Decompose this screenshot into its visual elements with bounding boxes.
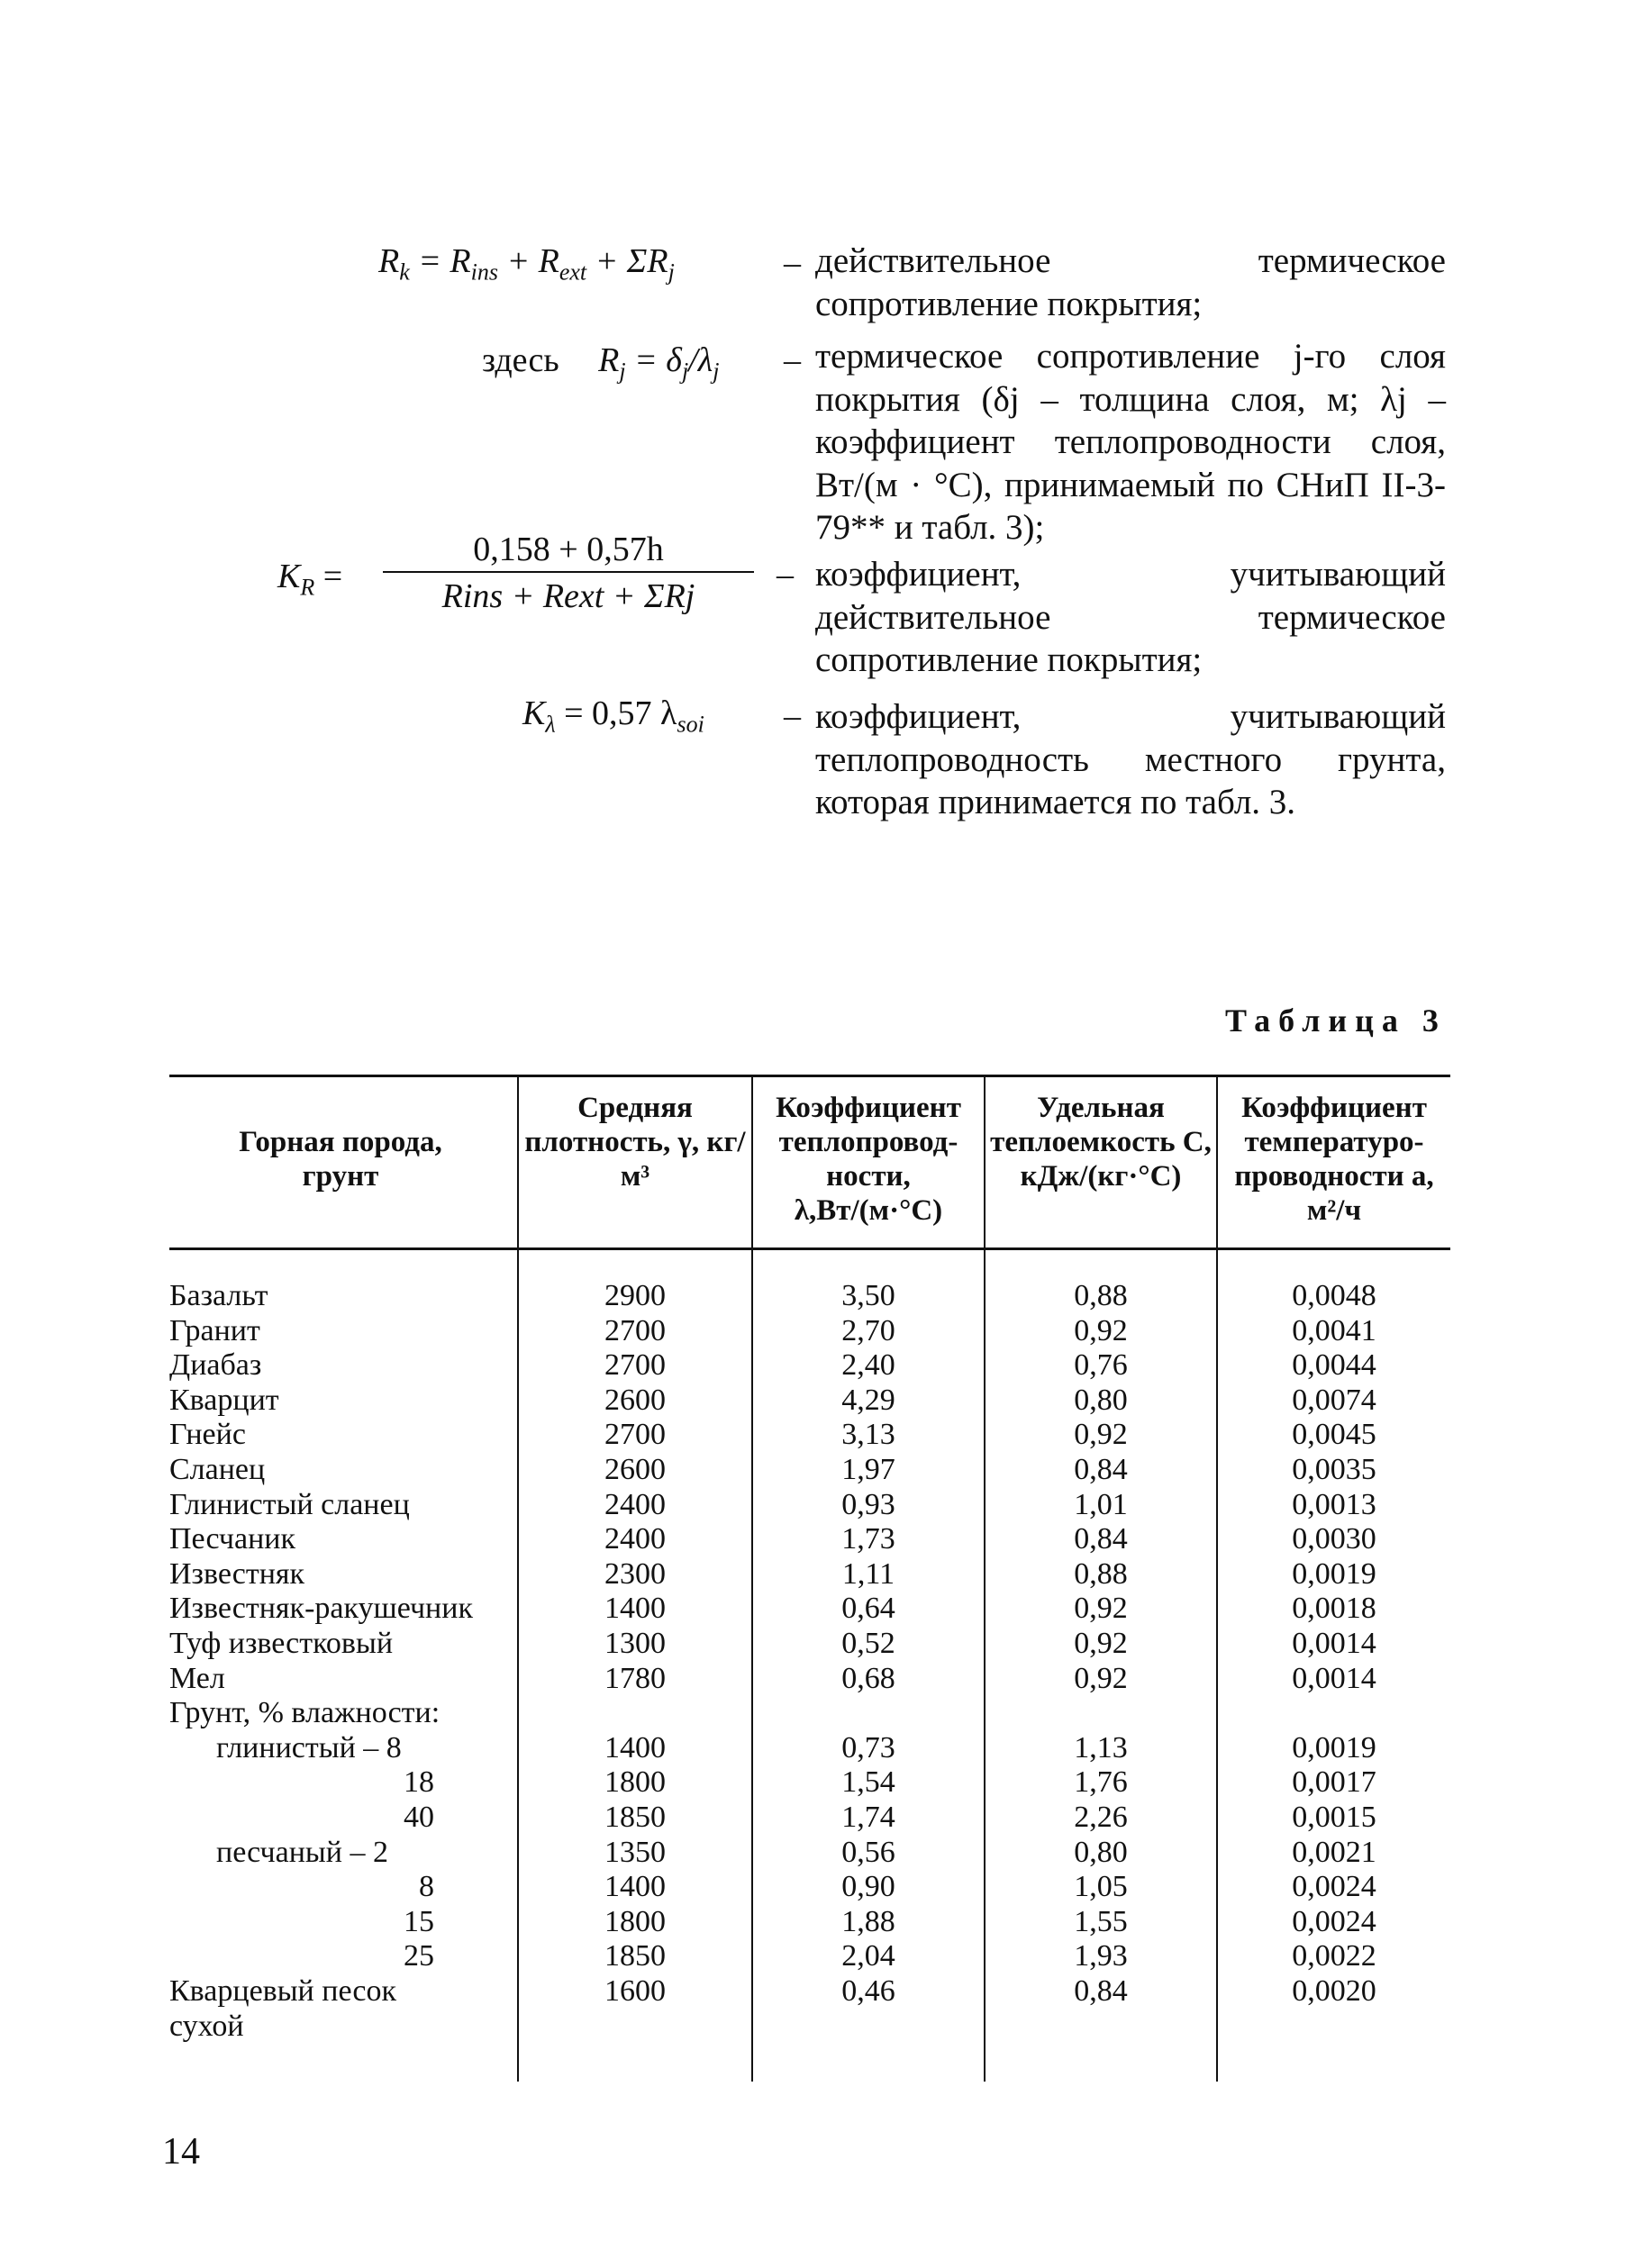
row-diff: 0,0024 xyxy=(1292,1905,1376,1938)
row-density: 1300 xyxy=(604,1627,666,1660)
row-heat xyxy=(986,2009,1216,2044)
formula-kr-symbol xyxy=(277,557,342,602)
formula-rj-symbol: R xyxy=(598,341,620,379)
row-heat: 0,92 xyxy=(1074,1592,1128,1625)
row-density: 1850 xyxy=(604,1801,666,1834)
table-header-rule xyxy=(169,1247,1450,1250)
formula-klambda-k: K xyxy=(522,694,546,732)
row-name: Известняк xyxy=(169,1557,305,1591)
header-rock: Горная порода, грунт xyxy=(239,1126,442,1193)
row-lambda: 2,70 xyxy=(841,1314,895,1347)
row-density: 2700 xyxy=(604,1348,666,1382)
formula-rj-lambda-sub: j xyxy=(713,358,720,385)
row-name: 18 xyxy=(404,1765,434,1799)
row-diff: 0,0015 xyxy=(1292,1801,1376,1834)
row-heat: 1,13 xyxy=(1074,1731,1128,1765)
formula-klambda-rhs: = 0,57 λ xyxy=(564,694,677,732)
formula-kr-numerator: 0,158 + 0,57h xyxy=(383,530,754,573)
row-lambda: 0,93 xyxy=(841,1488,895,1521)
formula-rj-delta: = δ xyxy=(634,341,682,379)
row-diff: 0,0041 xyxy=(1292,1314,1376,1347)
formula-rj-prefix: здесь xyxy=(482,341,559,379)
formula-klambda-sub: λ xyxy=(545,711,556,738)
row-density: 1400 xyxy=(604,1592,666,1625)
header-heat-capacity: Удельная теплоемкость С, кДж/(кг·°С) xyxy=(990,1092,1212,1193)
row-heat: 0,84 xyxy=(1074,1453,1128,1486)
formula-rk xyxy=(378,241,675,286)
formula-rj-sub: j xyxy=(619,358,626,385)
row-heat: 0,80 xyxy=(1074,1383,1128,1417)
row-lambda: 0,64 xyxy=(841,1592,895,1625)
row-heat: 0,88 xyxy=(1074,1279,1128,1312)
row-name: Базальт xyxy=(169,1279,268,1312)
row-density: 1800 xyxy=(604,1765,666,1799)
row-lambda: 2,40 xyxy=(841,1348,895,1382)
formula-rj xyxy=(482,340,719,386)
row-diff: 0,0017 xyxy=(1292,1765,1376,1799)
description-rj: термическое сопротивление j-го слоя покрытия (δj – толщина слоя, м; λj – коэффициент теплопроводности слоя, Вт/(м · °С), принимаемый по СНиП II-3-79** и табл. 3); xyxy=(815,337,1446,547)
row-diff: 0,0030 xyxy=(1292,1522,1376,1556)
row-diff: 0,0035 xyxy=(1292,1453,1376,1486)
formula-rj-lambda: /λ xyxy=(688,341,713,379)
row-heat: 0,92 xyxy=(1074,1662,1128,1695)
row-lambda: 0,56 xyxy=(841,1836,895,1869)
row-diff: 0,0048 xyxy=(1292,1279,1376,1312)
row-lambda xyxy=(753,1696,984,1730)
row-density: 1600 xyxy=(604,1974,666,2008)
row-density: 2300 xyxy=(604,1557,666,1591)
row-density: 1350 xyxy=(604,1836,666,1869)
dash-4: – xyxy=(784,697,801,735)
row-heat: 1,01 xyxy=(1074,1488,1128,1521)
dash-3: – xyxy=(777,556,794,594)
row-diff: 0,0014 xyxy=(1292,1627,1376,1660)
row-diff: 0,0018 xyxy=(1292,1592,1376,1625)
row-lambda: 1,54 xyxy=(841,1765,895,1799)
row-name: песчаный – 2 xyxy=(216,1836,388,1869)
row-diff xyxy=(1218,2009,1450,2044)
row-diff: 0,0014 xyxy=(1292,1662,1376,1695)
row-diff: 0,0013 xyxy=(1292,1488,1376,1521)
row-diff: 0,0021 xyxy=(1292,1836,1376,1869)
header-diffusivity: Коэффициент температуро-проводности а, м²/ч xyxy=(1234,1092,1434,1227)
formula-kr-equals: = xyxy=(322,558,343,595)
row-name: Песчаник xyxy=(169,1522,296,1556)
row-heat: 0,84 xyxy=(1074,1974,1128,2008)
row-density: 2600 xyxy=(604,1383,666,1417)
description-klambda: коэффициент, учитывающий теплопроводность местного грунта, которая принимается по табл. 3. xyxy=(815,697,1446,821)
row-name: Грунт, % влажности: xyxy=(169,1696,441,1729)
row-heat: 0,88 xyxy=(1074,1557,1128,1591)
row-lambda: 2,04 xyxy=(841,1939,895,1973)
row-name: Диабаз xyxy=(169,1348,262,1382)
row-density: 2400 xyxy=(604,1522,666,1556)
table-top-rule xyxy=(169,1075,1450,1077)
row-diff: 0,0024 xyxy=(1292,1870,1376,1903)
description-kr: коэффициент, учитывающий действительное термическое сопротивление покрытия; xyxy=(815,555,1446,679)
row-name: 25 xyxy=(404,1939,434,1973)
formula-kr-sub: R xyxy=(300,574,315,601)
row-lambda: 0,46 xyxy=(841,1974,895,2008)
row-density: 1780 xyxy=(604,1662,666,1695)
row-diff: 0,0019 xyxy=(1292,1731,1376,1765)
row-name: 15 xyxy=(404,1905,434,1938)
row-density: 1800 xyxy=(604,1905,666,1938)
row-heat: 0,84 xyxy=(1074,1522,1128,1556)
row-lambda: 1,88 xyxy=(841,1905,895,1938)
row-diff: 0,0019 xyxy=(1292,1557,1376,1591)
formula-rk-sub: k xyxy=(399,259,410,286)
row-name: 40 xyxy=(404,1801,434,1834)
row-name: Глинистый сланец xyxy=(169,1488,410,1521)
row-lambda: 1,11 xyxy=(841,1557,895,1591)
description-rk: действительное термическое сопротивление покрытия; xyxy=(815,241,1446,323)
row-diff: 0,0020 xyxy=(1292,1974,1376,2008)
table-caption: Таблица 3 xyxy=(1225,1002,1447,1039)
formula-rk-rins-sub: ins xyxy=(470,259,498,286)
formula-kr-denominator: Rins + Rext + ΣRj xyxy=(441,577,695,615)
row-diff: 0,0044 xyxy=(1292,1348,1376,1382)
row-heat: 0,92 xyxy=(1074,1627,1128,1660)
formula-klambda-rhs-sub: soi xyxy=(677,711,704,738)
row-density xyxy=(519,1696,751,1730)
row-diff: 0,0045 xyxy=(1292,1418,1376,1451)
row-heat: 2,26 xyxy=(1074,1801,1128,1834)
formula-rk-rext: + R xyxy=(506,242,559,280)
row-lambda: 1,74 xyxy=(841,1801,895,1834)
row-density: 2700 xyxy=(604,1418,666,1451)
properties-table xyxy=(169,1075,1450,2082)
row-density: 1400 xyxy=(604,1731,666,1765)
row-name: глинистый – 8 xyxy=(216,1731,402,1765)
row-diff: 0,0074 xyxy=(1292,1383,1376,1417)
page-number: 14 xyxy=(162,2131,200,2173)
formula-rk-symbol: R xyxy=(378,242,400,280)
row-heat: 1,05 xyxy=(1074,1870,1128,1903)
header-conductivity: Коэффициент теплопровод-ности, λ,Вт/(м·°С) xyxy=(776,1092,961,1227)
row-diff xyxy=(1218,1696,1450,1730)
row-name: Известняк-ракушечник xyxy=(169,1592,473,1625)
formula-rj-delta-sub: j xyxy=(681,358,689,385)
formula-rk-rext-sub: ext xyxy=(559,259,587,286)
row-density: 2900 xyxy=(604,1279,666,1312)
row-heat: 0,80 xyxy=(1074,1836,1128,1869)
row-lambda: 1,73 xyxy=(841,1522,895,1556)
row-name: Кварцит xyxy=(169,1383,279,1417)
row-lambda: 3,13 xyxy=(841,1418,895,1451)
row-name: Сланец xyxy=(169,1453,266,1486)
formula-klambda xyxy=(522,694,704,739)
row-name: Гнейс xyxy=(169,1418,246,1451)
row-lambda: 3,50 xyxy=(841,1279,895,1312)
header-density: Средняя плотность, γ, кг/м³ xyxy=(524,1092,746,1193)
row-heat xyxy=(986,1696,1216,1730)
row-heat: 1,76 xyxy=(1074,1765,1128,1799)
row-heat: 1,55 xyxy=(1074,1905,1128,1938)
row-lambda: 4,29 xyxy=(841,1383,895,1417)
row-density xyxy=(519,2009,751,2044)
row-name: Туф известковый xyxy=(169,1627,394,1660)
row-lambda: 0,68 xyxy=(841,1662,895,1695)
row-lambda: 0,52 xyxy=(841,1627,895,1660)
row-heat: 0,76 xyxy=(1074,1348,1128,1382)
row-name: сухой xyxy=(169,2009,244,2043)
formula-kr-fraction xyxy=(383,530,754,616)
formula-kr-k: K xyxy=(277,558,301,595)
dash-1: – xyxy=(784,244,801,282)
row-heat: 0,92 xyxy=(1074,1418,1128,1451)
row-name: Гранит xyxy=(169,1314,260,1347)
formula-rk-rins: = R xyxy=(418,242,471,280)
row-density: 2400 xyxy=(604,1488,666,1521)
row-density: 1400 xyxy=(604,1870,666,1903)
row-name: 8 xyxy=(419,1870,434,1903)
row-heat: 1,93 xyxy=(1074,1939,1128,1973)
row-name: Кварцевый песок xyxy=(169,1974,396,2008)
row-lambda xyxy=(753,2009,984,2044)
row-diff: 0,0022 xyxy=(1292,1939,1376,1973)
row-density: 1850 xyxy=(604,1939,666,1973)
row-lambda: 1,97 xyxy=(841,1453,895,1486)
row-heat: 0,92 xyxy=(1074,1314,1128,1347)
row-density: 2600 xyxy=(604,1453,666,1486)
formula-rk-sum: + ΣR xyxy=(595,242,668,280)
dash-2: – xyxy=(784,341,801,379)
row-lambda: 0,73 xyxy=(841,1731,895,1765)
row-name: Мел xyxy=(169,1662,225,1695)
formula-rk-sum-sub: j xyxy=(668,259,675,286)
row-density: 2700 xyxy=(604,1314,666,1347)
row-lambda: 0,90 xyxy=(841,1870,895,1903)
